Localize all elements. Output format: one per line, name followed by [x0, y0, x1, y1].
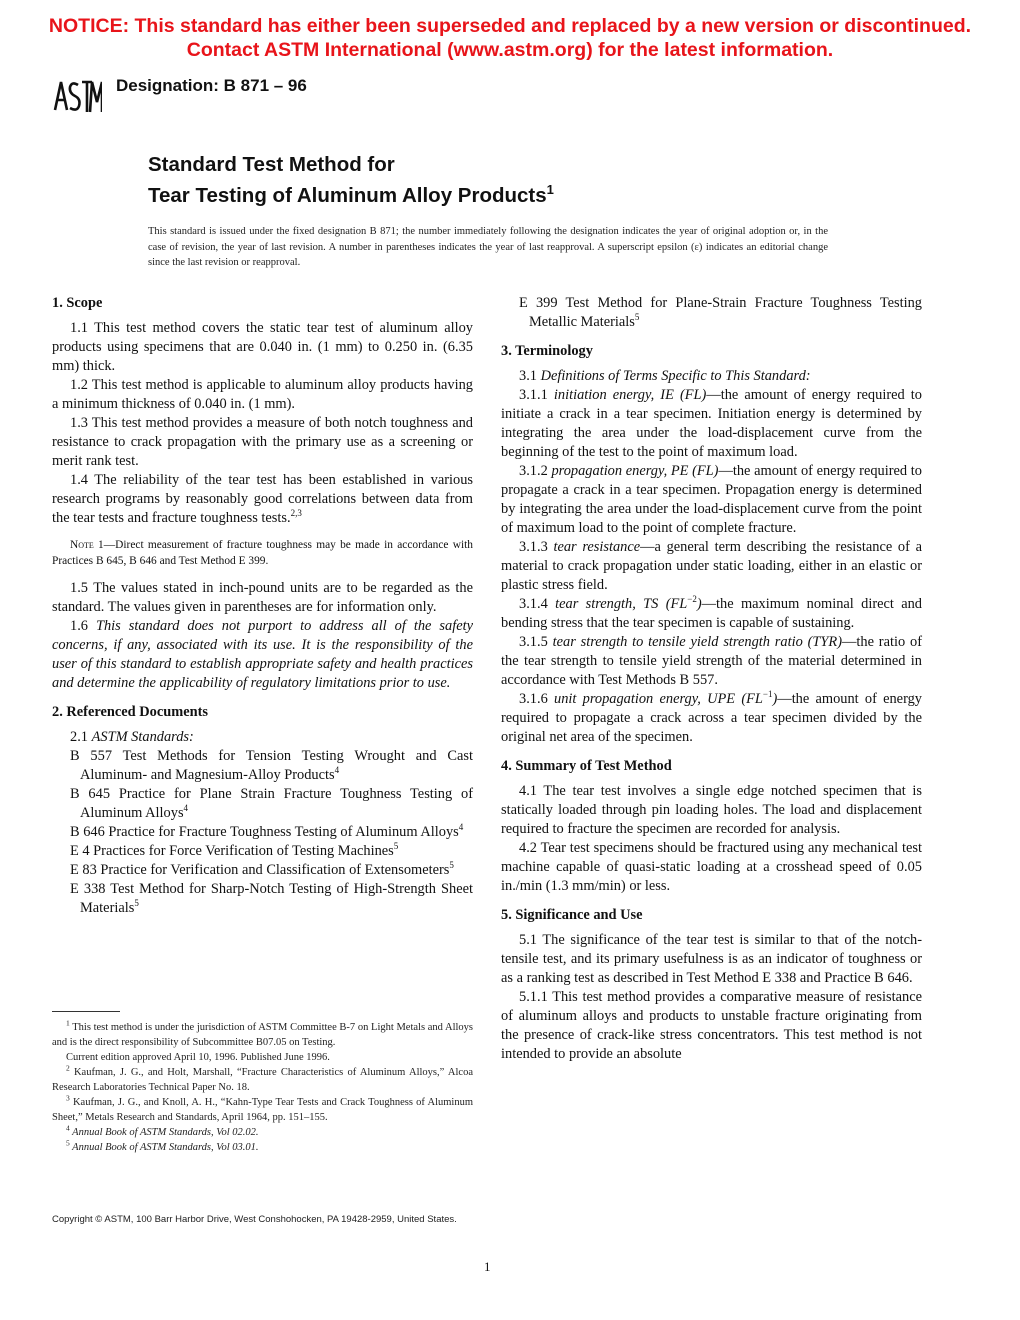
footnote: $^1$ This test method is under the jurisdiction of ASTM Committee B-7 on Light Metals and Alloys and is the direct responsibility of Subcommittee B07.05 on Testing.	[52, 1018, 473, 1048]
summary-4-2: 4.2 Tear test specimens should be fractured using any mechanical test machine capable of quasi-static loading at a crosshead speed of 0.05 in./min (1.3 mm/min) or less.	[501, 840, 922, 894]
notice-line-1: NOTICE: This standard has either been superseded and replaced by a new version or discontinued.	[48, 15, 972, 37]
footnote: $^3$ Kaufman, J. G., and Knoll, A. H., “Kahn-Type Tear Tests and Crack Toughness of Aluminum Sheet,” Metals Research and Standards, April 1964, pp. 151–155.	[52, 1093, 473, 1123]
significance-heading: 5. Significance and Use	[501, 907, 643, 923]
reference-item: E 83 Practice for Verification and Classification of Extensometers$^5$	[70, 860, 454, 878]
terminology-heading: 3. Terminology	[501, 343, 593, 359]
terminology-3-1-3: 3.1.3 tear resistance—a general term describing the resistance of a material to crack propagation under static loading, either in an elastic or plastic stress field.	[501, 539, 922, 593]
notice-line-2: Contact ASTM International (www.astm.org) for the latest information.	[186, 39, 834, 61]
reference-item: B 646 Practice for Fracture Toughness Testing of Aluminum Alloys$^4$	[70, 822, 464, 840]
left-column	[52, 294, 473, 918]
page-number: 1	[484, 1259, 491, 1274]
designation: Designation: B 871 – 96	[116, 76, 307, 95]
scope-1-1: 1.1 This test method covers the static tear test of aluminum alloy products using specimens that are 0.040 in. (1 mm) to 0.250 in. (6.35 mm) thick.	[52, 320, 473, 374]
terminology-3-1-1: 3.1.1 initiation energy, IE (FL)—the amount of energy required to initiate a crack in a tear specimen. Initiation energy is determined by integrating the area under the load-displacement curve from the beginning of the test to the point of maximum load.	[501, 387, 922, 460]
significance-5-1-1: 5.1.1 This test method provides a comparative measure of resistance of aluminum alloys and products to unstable fracture originating from the presence of crack-like stress concentrators. This test method is not intended to provide an absolute	[501, 989, 922, 1062]
issued-statement: This standard is issued under the fixed designation B 871; the number immediately following the designation indicates the year of original adoption or, in the case of revision, the year of last revision. A number in parentheses indicates the year of last reapproval. A superscript epsilon (ε) indicates an editorial change since the last revision or reapproval.	[148, 226, 828, 268]
astm-logo-icon	[52, 76, 102, 116]
scope-1-5: 1.5 The values stated in inch-pound units are to be regarded as the standard. The values given in parentheses are for information only.	[52, 580, 473, 615]
reference-item: B 645 Practice for Plane Strain Fracture Toughness Testing of Aluminum Alloys$^4$	[70, 786, 473, 821]
scope-1-6: 1.6 This standard does not purport to address all of the safety concerns, if any, associated with its use. It is the responsibility of the user of this standard to establish appropriate safety and health practices and determine the applicability of regulatory limitations prior to use.	[52, 618, 473, 691]
referenced-2-1: 2.1 ASTM Standards:	[70, 729, 194, 745]
summary-heading: 4. Summary of Test Method	[501, 758, 672, 774]
document-title	[148, 152, 554, 208]
terminology-3-1-4: 3.1.4 tear strength, TS $(FL^{-2})—the$ maximum nominal direct and bending stress that the tear specimen is capable of sustaining.	[501, 594, 922, 631]
footnote: Current edition approved April 10, 1996. Published June 1996.	[66, 1052, 330, 1063]
note-1: Note 1—Direct measurement of fracture toughness may be made in accordance with Practices B 645, B 646 and Test Method E 399.	[52, 539, 473, 567]
scope-1-4: 1.4 The reliability of the tear test has been established in various research programs by reasonably good correlations between data from the tear tests and fracture toughness tests.$^{2,3}$	[52, 472, 473, 526]
terminology-3-1-5: 3.1.5 tear strength to tensile yield strength ratio (TYR)—the ratio of the tear strength to tensile yield strength of the material determined in accordance with Test Methods B 557.	[501, 634, 922, 688]
reference-item: E 338 Test Method for Sharp-Notch Testing of High-Strength Sheet Materials$^5$	[70, 881, 473, 916]
title-footnote-ref: 1	[546, 182, 554, 197]
footnote: $^4$ Annual Book of ASTM Standards, Vol 02.02.	[66, 1123, 259, 1138]
notice-banner	[0, 14, 1020, 62]
summary-4-1: 4.1 The tear test involves a single edge notched specimen that is statically loaded through pin loading holes. The load and displacement required to fracture the specimen are recorded for analysis.	[501, 783, 922, 837]
footnote: $^5$ Annual Book of ASTM Standards, Vol 03.01.	[66, 1138, 259, 1153]
right-column	[501, 294, 922, 1064]
scope-1-3: 1.3 This test method provides a measure of both notch toughness and resistance to crack propagation with the primary use as a screening or merit rank test.	[52, 415, 473, 469]
terminology-3-1-2: 3.1.2 propagation energy, PE (FL)—the amount of energy required to propagate a crack in a tear specimen. Propagation energy is determined by integrating the area under the load-displacement curve from the point of maximum load to the point of complete fracture.	[501, 463, 922, 536]
footnote: $^2$ Kaufman, J. G., and Holt, Marshall, “Fracture Characteristics of Aluminum Alloys,” Alcoa Research Laboratories Technical Paper No. 18.	[52, 1063, 473, 1093]
reference-item: E 399 Test Method for Plane-Strain Fracture Toughness Testing Metallic Materials$^5$	[519, 295, 922, 330]
copyright: Copyright © ASTM, 100 Barr Harbor Drive, West Conshohocken, PA 19428-2959, United States.	[52, 1214, 457, 1225]
reference-item: E 4 Practices for Force Verification of Testing Machines$^5$	[70, 841, 399, 859]
footnote-rule	[52, 1011, 120, 1012]
terminology-3-1-6: 3.1.6 unit propagation energy, UPE $(FL^{-1})—the$ amount of energy required to propagate a crack across a tear specimen divided by the original net area of the specimen.	[501, 689, 922, 745]
title-line-1: Standard Test Method for	[148, 153, 395, 176]
footnotes	[52, 1020, 473, 1155]
title-line-2: Tear Testing of Aluminum Alloy Products$^1$	[148, 182, 554, 207]
significance-5-1: 5.1 The significance of the tear test is similar to that of the notch-tensile test, and its primary usefulness is as an indicator of toughness or as a ranking test as described in Test Method E 338 and Practice B 646.	[501, 932, 922, 986]
terminology-3-1: 3.1 Definitions of Terms Specific to This Standard:	[519, 368, 811, 384]
referenced-documents-heading: 2. Referenced Documents	[52, 704, 208, 720]
reference-item: B 557 Test Methods for Tension Testing Wrought and Cast Aluminum- and Magnesium-Alloy Products$^4$	[70, 748, 473, 783]
scope-1-2: 1.2 This test method is applicable to aluminum alloy products having a minimum thickness of 0.040 in. (1 mm).	[52, 377, 473, 412]
scope-heading: 1. Scope	[52, 295, 103, 311]
